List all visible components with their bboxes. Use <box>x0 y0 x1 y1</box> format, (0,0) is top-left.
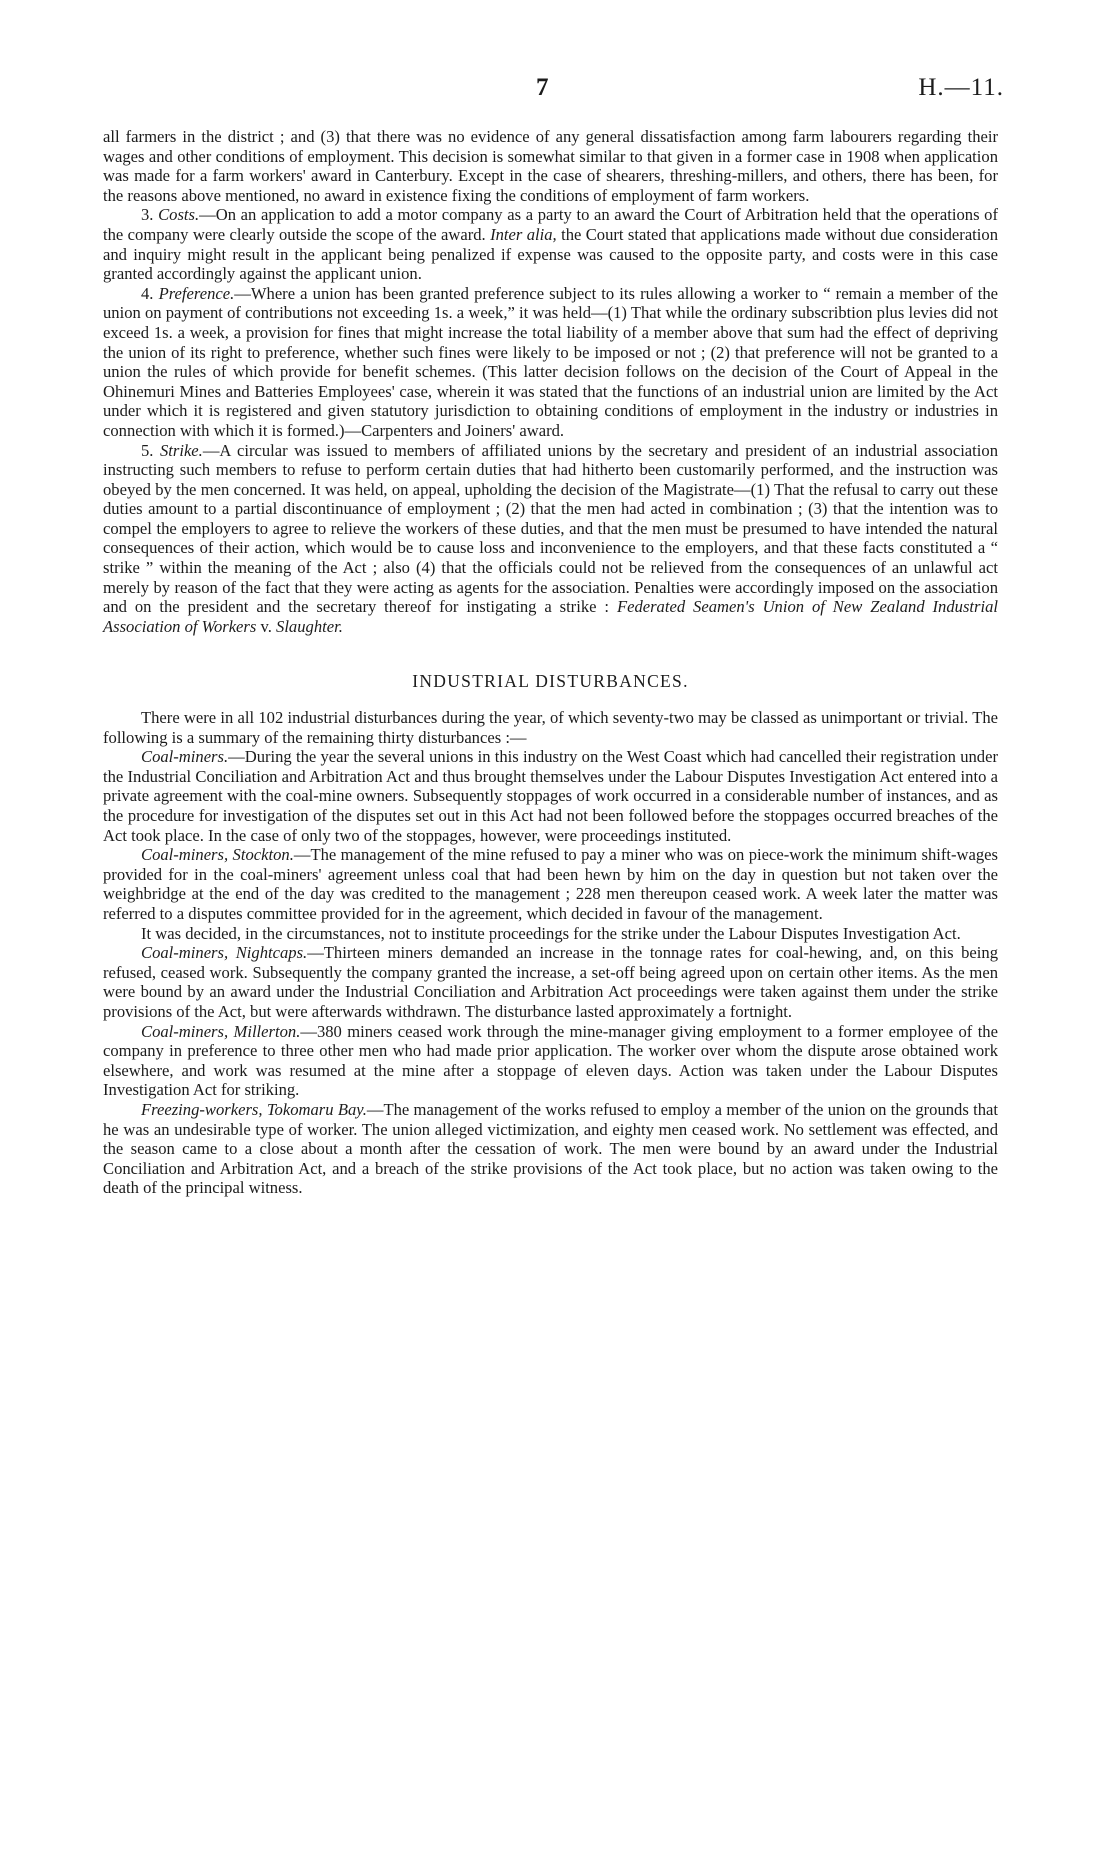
paragraph-text: —Where a union has been granted preference subject to its rules allowing a worker to “ remain a member of the union on payment of contributions not exceeding 1s. a week,” it was held—(1) That while the ordinary subscribtion plus levies did not exceed 1s. a week, a provision for fines that might increase the total liability of a member above that sum had the effect of depriving the union of its right to preference, whether such fines were likely to be imposed or not ; (2) that preference will not be granted to a union the rules of which provide for benefit schemes. (This latter decision follows on the decision of the Court of Appeal in the Ohinemuri Mines and Batteries Employees' case, wherein it was stated that the functions of an industrial union are limited by the Act under which it is registered and given statutory jurisdiction to obtaining conditions of employment in the industry or industries in connection with which it is formed.)—Carpenters and Joiners' award. <box>103 283 998 440</box>
item-number: 5. <box>141 440 154 460</box>
item-title: Preference. <box>158 283 235 303</box>
body-text <box>103 127 998 1198</box>
item-title: Coal-miners, Nightcaps. <box>141 943 308 963</box>
paragraph-text: —Thirteen miners demanded an increase in the tonnage rates for coal-hewing, and, on this being refused, ceased work. Subsequently the company granted the increase, a set-off being agreed upon on certain other items. As the men were bound by an award under the Industrial Conciliation and Arbitration Act proceedings were taken against them under the strike provisions of the Act, but were afterwards withdrawn. The disturbance lasted approximately a fortnight. <box>103 943 999 1021</box>
page-header <box>0 74 1114 108</box>
paragraph-text: the Court stated that applications made without due consideration and inquiry might result in the applicant being penalized if expense was caused to the opposite party, and costs were in this case granted accordingly against the applicant union. <box>103 224 998 284</box>
page-number: 7 <box>536 74 549 101</box>
latin-phrase: Inter alia, <box>490 224 557 244</box>
paragraph-strike <box>103 441 998 637</box>
paragraph-farm-workers <box>103 127 998 205</box>
paragraph-preference <box>103 284 998 441</box>
case-name: Federated Seamen's Union of New Zealand Industrial Association of Workers <box>103 597 998 636</box>
paragraph-coal-miners <box>103 747 998 845</box>
paragraph-millerton <box>103 1022 998 1100</box>
item-number: 3. <box>141 205 154 225</box>
report-reference: H.—11. <box>918 74 1004 101</box>
paragraph-costs <box>103 205 998 283</box>
case-versus: v. <box>256 616 277 636</box>
item-title: Coal-miners, Millerton. <box>141 1021 301 1041</box>
item-title: Strike. <box>159 440 203 460</box>
paragraph-nightcaps <box>103 943 998 1021</box>
paragraph-text: —During the year the several unions in this industry on the West Coast which had cancelled their registration under the Industrial Conciliation and Arbitration Act and thus brought themselves under the Labour Disputes Investigation Act entered into a private agreement with the coal-mine owners. Subsequently stoppages of work occurred in a considerable number of instances, and as the procedure for investigation of the disputes set out in this Act had not been followed before the stoppages occurred breaches of the Act took place. In the case of only two of the stoppages, however, were proceedings instituted. <box>103 747 998 845</box>
paragraph-text: —On an application to add a motor company as a party to an award the Court of Arbitration held that the operations of the company were clearly outside the scope of the award. <box>103 205 999 244</box>
paragraph-stockton-followup <box>103 924 998 944</box>
paragraph-text: all farmers in the district ; and (3) that there was no evidence of any general dissatisfaction among farm labourers regarding their wages and other conditions of employment. This decision is somewhat similar to that given in a former case in 1908 when application was made for a farm workers' award in Canterbury. Except in the case of shearers, threshing-millers, and others, there has been, for the reasons above mentioned, no award in existence fixing the conditions of employment of farm workers. <box>103 127 998 205</box>
item-number: 4. <box>141 283 154 303</box>
item-title: Costs. <box>158 205 200 225</box>
paragraph-text: —380 miners ceased work through the mine-manager giving employment to a former employee of the company in preference to three other men who had made prior application. The worker over whom the dispute arose obtained work elsewhere, and work was resumed at the mine after a stoppage of eleven days. Action was taken under the Labour Disputes Investigation Act for striking. <box>103 1021 998 1100</box>
paragraph-text: —The management of the works refused to employ a member of the union on the grounds that he was an undesirable type of worker. The union alleged victimization, and eighty men ceased work. No settlement was effected, and the season came to a close about a month after the cessation of work. The men were bound by an award under the Industrial Conciliation and Arbitration Act, and a breach of the strike provisions of the Act took place, but no action was taken owing to the death of the principal witness. <box>103 1099 998 1198</box>
paragraph-text: —A circular was issued to members of affiliated unions by the secretary and president of an industrial association instructing such members to refuse to perform certain duties that had hitherto been customarily performed, and the instruction was obeyed by the men concerned. It was held, on appeal, upholding the decision of the Magistrate—(1) That the refusal to carry out these duties amount to a partial discontinuance of employment ; (2) that the men had acted in combination ; (3) that the intention was to compel the employers to agree to relieve the workers of these duties, and that the men must be presumed to have intended the natural consequences of their action, which would be to cause loss and inconvenience to the employers, and that these facts constituted a “ strike ” within the meaning of the Act ; also (4) that the officials could not be relieved from the consequences of an unlawful act merely by reason of the fact that they were acting as agents for the association. Penalties were accordingly imposed on the association and on the president and the secretary thereof for instigating a strike : <box>103 440 998 617</box>
section-heading: INDUSTRIAL DISTURBANCES. <box>412 671 689 692</box>
paragraph-stockton <box>103 845 998 923</box>
paragraph-disturbances-intro <box>103 708 998 747</box>
paragraph-text: —The management of the mine refused to pay a miner who was on piece-work the minimum shift-wages provided for in the coal-miners' agreement unless coal that had been hewn by him on the day in question but not taken over the weighbridge at the end of the day was credited to the management ; 228 men thereupon ceased work. A week later the matter was referred to a disputes committee provided for in the agreement, which decided in favour of the management. <box>103 845 998 923</box>
item-title: Coal-miners, Stockton. <box>141 845 294 865</box>
item-title: Freezing-workers, Tokomaru Bay. <box>141 1099 367 1119</box>
paragraph-text: There were in all 102 industrial disturbances during the year, of which seventy-two may be classed as unimportant or trivial. The following is a summary of the remaining thirty disturbances :— <box>103 708 998 747</box>
paragraph-tokomaru <box>103 1100 998 1198</box>
case-name-respondent: Slaughter. <box>276 616 343 636</box>
item-title: Coal-miners. <box>141 747 229 767</box>
paragraph-text: It was decided, in the circumstances, not to institute proceedings for the strike under the Labour Disputes Investigation Act. <box>141 923 961 943</box>
